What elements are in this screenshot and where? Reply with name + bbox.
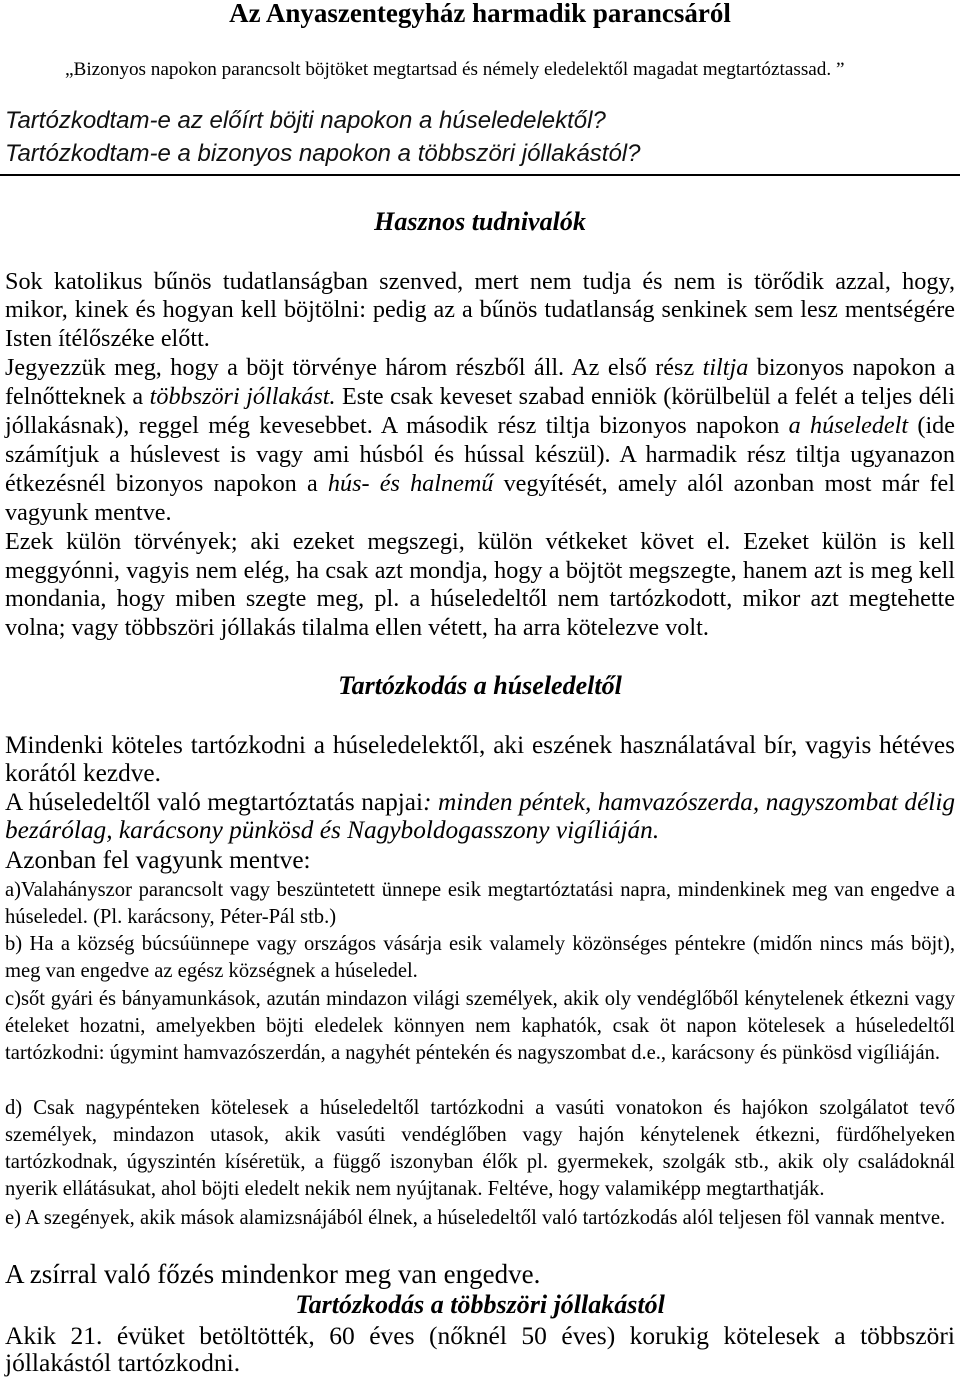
section-divider bbox=[0, 174, 960, 176]
multiple-meals-rule: Akik 21. évüket betöltötték, 60 éves (nőknél 50 éves) korukig kötelesek a többszöri jóllakástól tartózkodni. bbox=[5, 1320, 955, 1377]
exemptions-intro: Azonban fel vagyunk mentve: bbox=[5, 845, 311, 874]
text-segment: (ide számítjuk a húslevest is vagy ami húsból és hússal készül). A harmadik rész tiltja ugyanazon étkezésnél bizonyos napokon a bbox=[5, 412, 956, 497]
text-segment: Jegyezzük meg, hogy a böjt törvénye három részből áll. Az első rész bbox=[5, 354, 703, 382]
section-heading-useful-info: Hasznos tudnivalók bbox=[374, 207, 586, 236]
days-list: : minden péntek, hamvazószerda, nagyszombat délig bezárólag, karácsony pünkösd és Nagyboldogasszony vigíliáján. bbox=[5, 787, 955, 844]
exemption-item: c)sőt gyári és bányamunkások, azután mindazon világi személyek, akik oly vendéglőből kénytelenek étkezni vagy ételeket hozatni, amelyekben böjti eledelek könnyen nem kaphatók, csak öt napon kötelesek a húseledeltől tartózkodni: úgymint hamvazószerdán, a nagyhét péntekén és nagyszombat d.e., karácsony és pünkösd vigíliáján. bbox=[5, 987, 955, 1064]
paragraph-fasting-law-parts bbox=[5, 354, 955, 527]
exemption-item: d) Csak nagypénteken kötelesek a húseledeltől tartózkodni a vasúti vonatokon és hajókon szolgálatot tevő személyek, mindazon utasok, akik vasúti vendéglőben vagy hajón kénytelenek étkezni, fürdőhelyeken tartózkodnak, úgyszintén kíséretük, a függő iszonyban élők pl. gyermekek, szolgák stb., akik oly családoknál nyerik ellátásukat, ahol böjti eledelt nekik nem nyújtanak. Feltéve, hogy valamiképp megtarthatják. bbox=[5, 1096, 955, 1200]
examination-question: Tartózkodtam-e a bizonyos napokon a többszöri jóllakástól? bbox=[5, 140, 641, 167]
emphasis-text: a húseledelt bbox=[788, 412, 909, 439]
meat-abstinence-obligation: Mindenki köteles tartózkodni a húseledelektől, aki eszének használatával bír, vagyis hétéves korától kezdve. bbox=[5, 730, 955, 787]
commandment-quote: „Bizonyos napokon parancsolt böjtöket megtartsad és némely eledelektől magadat megtartóztassad. ” bbox=[65, 59, 845, 80]
examination-questions bbox=[5, 104, 955, 170]
text-segment: Este csak keveset szabad enniök (körülbelül a felét a teljes déli jóllakásnak), reggel még kevesebbet. A második rész tiltja bizonyos napokon bbox=[5, 383, 955, 439]
document-title: Az Anyaszentegyház harmadik parancsáról bbox=[229, 0, 731, 28]
fat-cooking-note: A zsírral való főzés mindenkor meg van engedve. bbox=[5, 1259, 541, 1289]
emphasis-text: többszöri jóllakást. bbox=[149, 383, 336, 411]
text-segment: bizonyos napokon a felnőtteknek a bbox=[5, 354, 955, 411]
text-segment: vegyítését, amely alól azonban most már fel vagyunk mentve. bbox=[5, 469, 955, 526]
section-heading-meat-abstinence: Tartózkodás a húseledeltől bbox=[338, 671, 622, 700]
emphasis-text: hús- és halnemű bbox=[327, 469, 494, 497]
exemption-item: b) Ha a község búcsúünnepe vagy országos vásárja esik valamely közönséges péntekre (midőn nincs más böjt), meg van engedve az egész községnek a húseledel. bbox=[5, 932, 955, 982]
paragraph-confession: Ezek külön törvények; aki ezeket megszegi, külön vétkeket követ el. Ezeket külön is kell meggyónni, vagyis nem elég, ha csak azt mondja, hogy a böjtöt megszegte, hanem azt is meg kell mondania, hogy miben szegte meg, pl. a húseledeltől nem tartózkodott, mikor azt megtehette volna; vagy többszöri jóllakás tilalma ellen vétett, ha arra kötelezve volt. bbox=[5, 527, 955, 642]
paragraph-ignorance: Sok katolikus bűnös tudatlanságban szenved, mert nem tudja és nem is törődik azzal, hogy, mikor, kinek és hogyan kell böjtölni: pedig az a bűnös tudatlanság senkinek sem lesz mentségére Isten ítélőszéke előtt. bbox=[5, 267, 955, 353]
emphasis-text: tiltja bbox=[702, 354, 749, 382]
days-label: A húseledeltől való megtartóztatás napjai bbox=[5, 787, 424, 816]
examination-question: Tartózkodtam-e az előírt böjti napokon a húseledelektől? bbox=[5, 107, 606, 134]
section-heading-multiple-meals: Tartózkodás a többszöri jóllakástól bbox=[295, 1290, 665, 1319]
meat-abstinence-days bbox=[5, 788, 955, 845]
exemption-item: e) A szegények, akik mások alamizsnájából élnek, a húseledeltől való tartózkodás alól teljesen föl vannak mentve. bbox=[5, 1206, 946, 1229]
exemption-item: a)Valahányszor parancsolt vagy beszüntetett ünnepe esik megtartóztatási napra, mindenkinek meg van engedve a húseledel. (Pl. karácsony, Péter-Pál stb.) bbox=[5, 878, 955, 928]
